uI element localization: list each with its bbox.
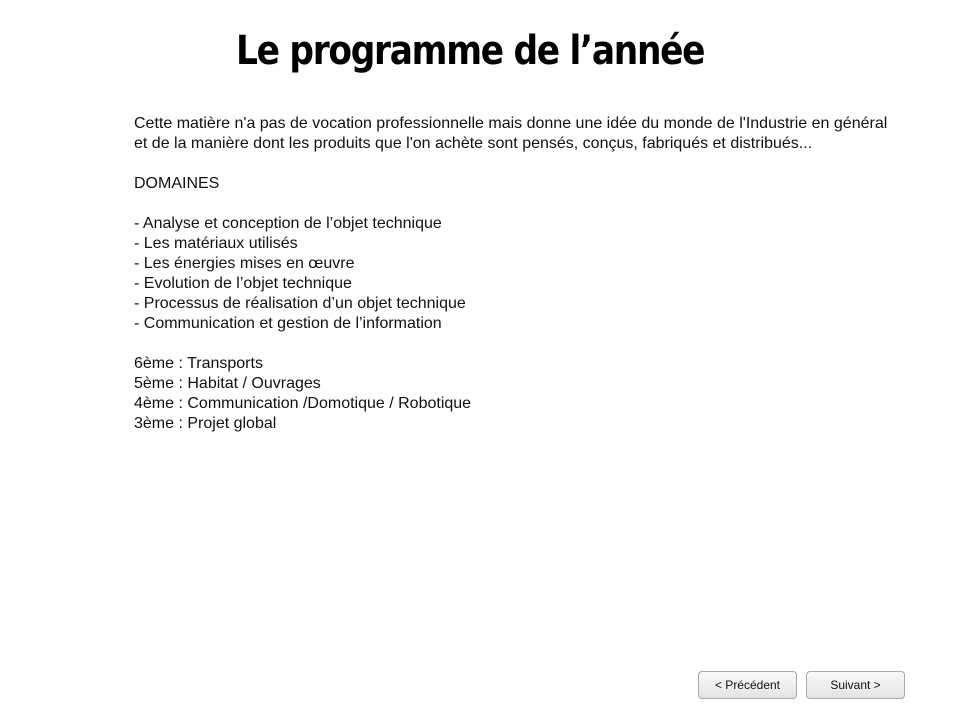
level-item: 4ème : Communication /Domotique / Robotique bbox=[134, 395, 472, 412]
domain-item: - Communication et gestion de l’information bbox=[134, 315, 442, 332]
previous-button[interactable]: < Précédent bbox=[698, 671, 797, 699]
domain-item: - Les matériaux utilisés bbox=[134, 235, 298, 252]
level-item: 5ème : Habitat / Ouvrages bbox=[134, 375, 321, 392]
main-content bbox=[134, 114, 894, 454]
next-button[interactable]: Suivant > bbox=[806, 671, 905, 699]
level-item: 3ème : Projet global bbox=[134, 415, 277, 432]
domain-item: - Evolution de l’objet technique bbox=[134, 275, 352, 292]
domain-item: - Analyse et conception de l’objet technique bbox=[134, 215, 442, 232]
domain-item: - Les énergies mises en œuvre bbox=[134, 255, 355, 272]
page-title: Le programme de l’année bbox=[236, 28, 705, 74]
intro-paragraph: Cette matière n'a pas de vocation professionnelle mais donne une idée du monde de l'Industrie en général et de la manière dont les produits que l'on achète sont pensés, conçus, fabriqués et distribués... bbox=[134, 115, 888, 152]
level-item: 6ème : Transports bbox=[134, 355, 263, 372]
domains-list bbox=[134, 214, 894, 334]
domain-item: - Processus de réalisation d’un objet technique bbox=[134, 295, 466, 312]
domains-heading: DOMAINES bbox=[134, 175, 220, 192]
levels-list bbox=[134, 354, 894, 434]
